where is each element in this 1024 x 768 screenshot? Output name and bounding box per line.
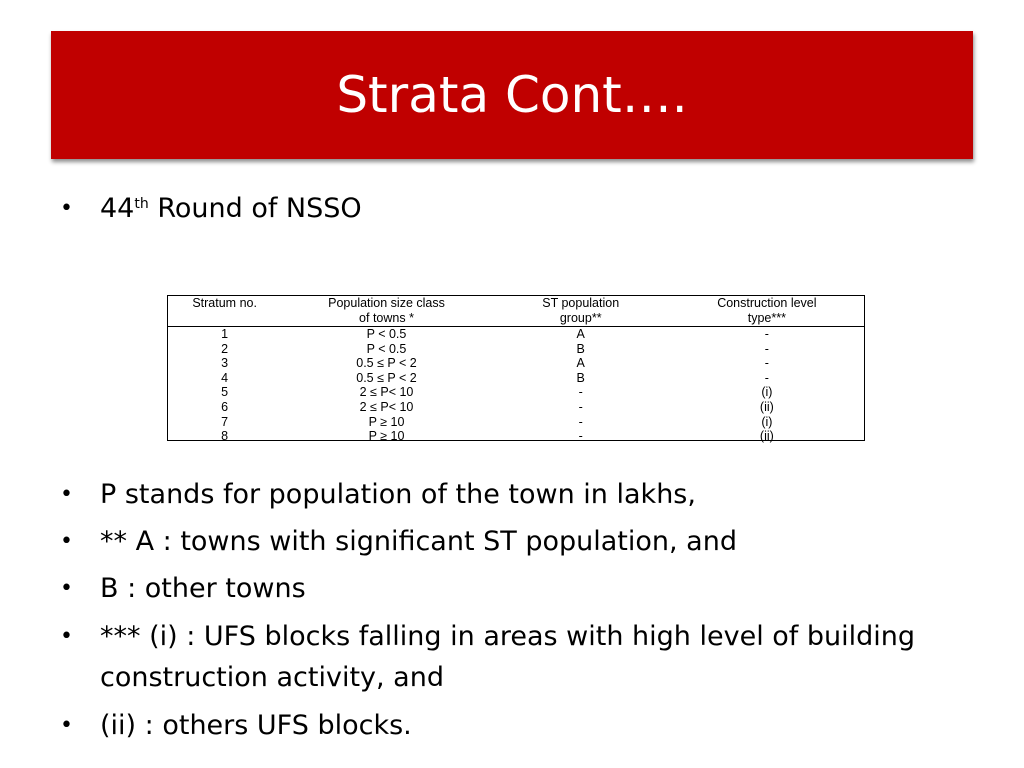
table-row	[168, 385, 864, 400]
title-banner	[51, 31, 973, 159]
table-cell: 3	[221, 356, 229, 371]
header-st-population-group: ST population group**	[492, 296, 670, 327]
table-cell: (i)	[761, 414, 773, 429]
table-cell: -	[578, 385, 583, 400]
bullet-text: B : other towns	[100, 573, 306, 604]
table-cell: 0.5 ≤ P < 2	[356, 370, 417, 385]
table-cell: A	[576, 327, 585, 342]
table-cell: -	[578, 400, 583, 415]
table-cell: 4	[221, 370, 229, 385]
bullet-dot: •	[60, 713, 73, 738]
bullet-text: ** A : towns with significant ST population, and	[100, 526, 737, 557]
round-number: 44	[100, 193, 135, 224]
table-row	[168, 342, 864, 357]
bullet-type-ii	[60, 705, 412, 746]
bullet-p-definition	[60, 474, 696, 515]
table-cell: 1	[221, 327, 229, 342]
table-cell: 6	[221, 400, 229, 415]
bullet-text: *** (i) : UFS blocks falling in areas with high level of building construction activity, and	[100, 621, 916, 693]
table-row	[168, 400, 864, 415]
bullet-text: (ii) : others UFS blocks.	[100, 710, 412, 741]
bullet-dot: •	[60, 196, 73, 221]
bullet-nsso-round	[60, 188, 362, 229]
table-row	[168, 415, 864, 430]
table-cell: 8	[221, 429, 229, 444]
header-stratum-no: Stratum no.	[168, 296, 281, 327]
header-population-size-class: Population size class of towns *	[281, 296, 491, 327]
bullet-dot: •	[60, 529, 73, 554]
table-cell: 2 ≤ P< 10	[359, 400, 414, 415]
table-cell: (i)	[761, 385, 773, 400]
table-cell: P ≥ 10	[368, 429, 405, 444]
bullet-text: P stands for population of the town in lakhs,	[100, 479, 696, 510]
table-cell: A	[576, 356, 585, 371]
slide-title: Strata Cont….	[336, 66, 688, 124]
table-cell: -	[764, 356, 769, 371]
table-cell: -	[578, 429, 583, 444]
table-row	[168, 356, 864, 371]
bullet-dot: •	[60, 624, 73, 649]
table-row	[168, 371, 864, 386]
bullet-dot: •	[60, 576, 73, 601]
table-cell: -	[764, 327, 769, 342]
table-cell: 0.5 ≤ P < 2	[356, 356, 417, 371]
strata-table-frame	[167, 295, 865, 444]
bullet-group-b	[60, 568, 306, 609]
table-cell: -	[764, 341, 769, 356]
table-cell: (ii)	[759, 400, 774, 415]
table-cell: (ii)	[759, 429, 774, 444]
table-cell: B	[576, 370, 585, 385]
strata-table	[168, 296, 864, 444]
table-cell: 2 ≤ P< 10	[359, 385, 414, 400]
bullet-text	[100, 188, 362, 229]
table-cell: 7	[221, 414, 229, 429]
table-row	[168, 327, 864, 342]
table-cell: 2	[221, 341, 229, 356]
table-cell: P ≥ 10	[368, 414, 405, 429]
table-cell: P < 0.5	[366, 327, 407, 342]
table-cell: B	[576, 341, 585, 356]
header-construction-level-type: Construction level type***	[670, 296, 864, 327]
bullet-dot: •	[60, 482, 73, 507]
table-cell: P < 0.5	[366, 341, 407, 356]
bullet-group-a	[60, 521, 737, 562]
table-cell: -	[764, 370, 769, 385]
round-label: Round of NSSO	[148, 193, 362, 224]
table-cell: -	[578, 414, 583, 429]
round-ordinal-suffix: th	[134, 196, 149, 212]
table-header-row	[168, 296, 864, 327]
bullet-type-i	[60, 616, 960, 698]
table-row	[168, 429, 864, 444]
table-cell: 5	[221, 385, 229, 400]
